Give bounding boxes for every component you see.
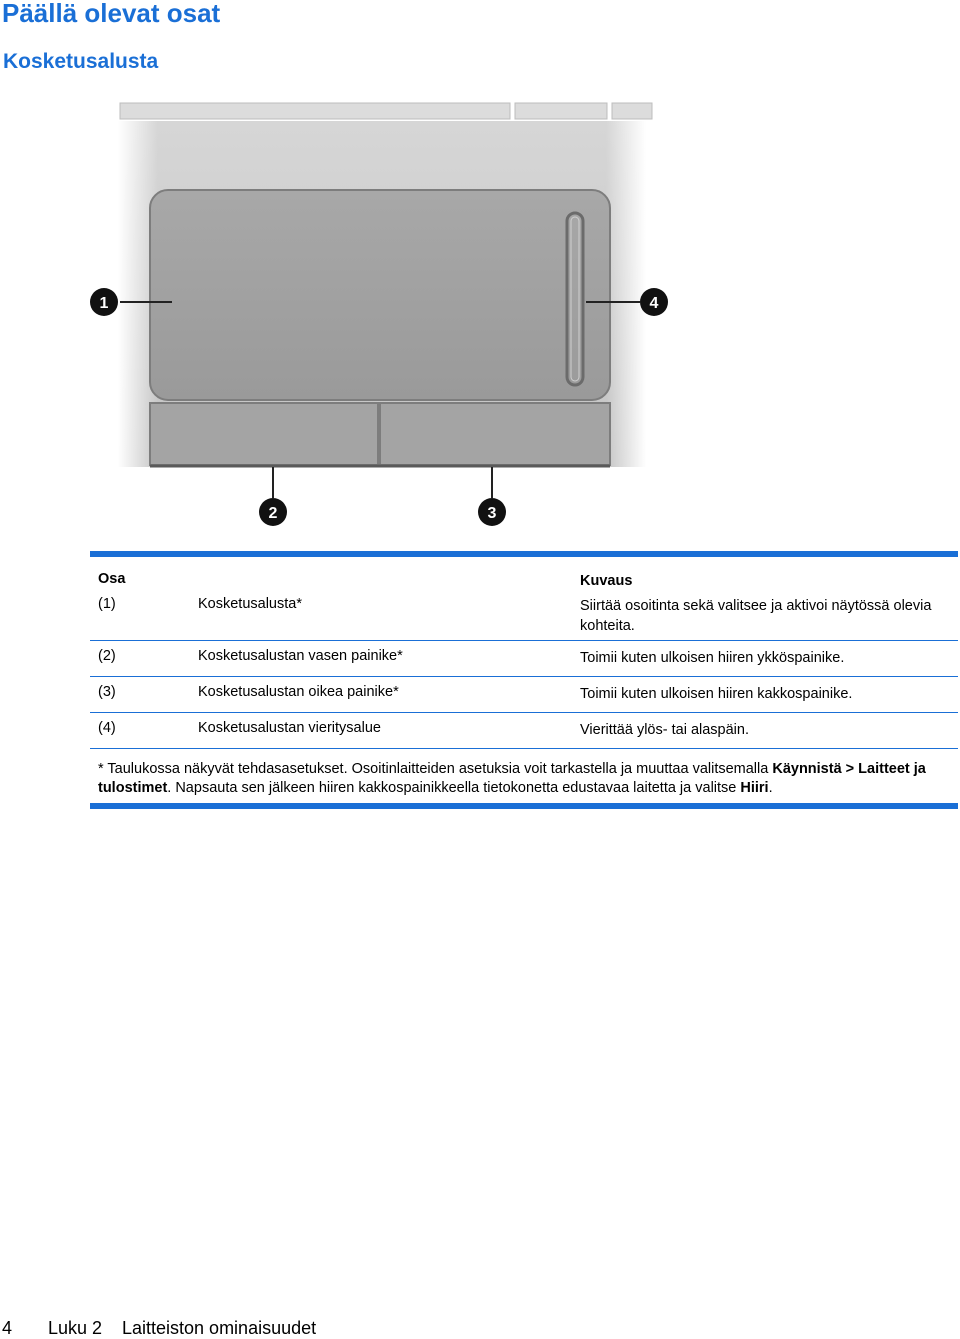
svg-text:1: 1 [99, 295, 109, 312]
footnote-bold-item: Hiiri [740, 780, 769, 796]
row-component: Kosketusalustan vieritysalue [198, 720, 381, 736]
footnote-text: * Taulukossa näkyvät tehdasasetukset. Osoitinlaitteiden asetuksia voit tarkastella ja muuttaa valitsemalla [98, 761, 773, 777]
callout-4 [640, 288, 668, 316]
chapter-title: Laitteiston ominaisuudet [122, 1318, 317, 1338]
table-row [90, 641, 958, 677]
right-button [380, 403, 610, 465]
table-header [90, 557, 958, 588]
row-description: Vierittää ylös- tai alaspäin. [580, 722, 749, 738]
page-heading: Päällä olevat osat [2, 0, 221, 28]
row-number: (1) [98, 596, 116, 612]
row-component: Kosketusalustan oikea painike* [198, 684, 399, 700]
row-component: Kosketusalusta* [198, 596, 302, 612]
touchpad-illustration [80, 95, 700, 535]
footnote-bold-path: Käynnistä > Laitteet ja tulostimet [98, 761, 926, 796]
table-bottom-rule [90, 803, 958, 809]
components-table [90, 551, 958, 809]
header-osa: Osa [98, 571, 126, 587]
callout-2 [259, 498, 287, 526]
row-description: Siirtää osoitinta sekä valitsee ja aktivoi näytössä olevia kohteita. [580, 598, 932, 634]
table-row [90, 588, 958, 641]
header-kuvaus: Kuvaus [580, 573, 633, 589]
row-number: (3) [98, 684, 116, 700]
row-component: Kosketusalustan vasen painike* [198, 648, 403, 664]
table-row [90, 713, 958, 749]
chapter-label: Luku 2 [48, 1318, 103, 1338]
footnote-text: . Napsauta sen jälkeen hiiren kakkospainikkeella tietokonetta edustavaa laitetta ja valitse [167, 780, 741, 796]
callout-1 [90, 288, 118, 316]
touchpad-surface [150, 190, 610, 400]
row-number: (2) [98, 648, 116, 664]
svg-text:2: 2 [268, 505, 278, 522]
row-description: Toimii kuten ulkoisen hiiren ykköspainike. [580, 650, 845, 666]
callout-3 [478, 498, 506, 526]
row-number: (4) [98, 720, 116, 736]
svg-text:3: 3 [487, 505, 497, 522]
section-heading: Kosketusalusta [3, 50, 159, 73]
touchpad-figure [80, 95, 700, 535]
page-number: 4 [2, 1318, 13, 1338]
footnote-text: . [768, 780, 773, 796]
left-button [150, 403, 378, 465]
svg-text:4: 4 [649, 295, 659, 312]
row-description: Toimii kuten ulkoisen hiiren kakkospainike. [580, 686, 853, 702]
table-row [90, 677, 958, 713]
table-footnote [90, 749, 958, 803]
